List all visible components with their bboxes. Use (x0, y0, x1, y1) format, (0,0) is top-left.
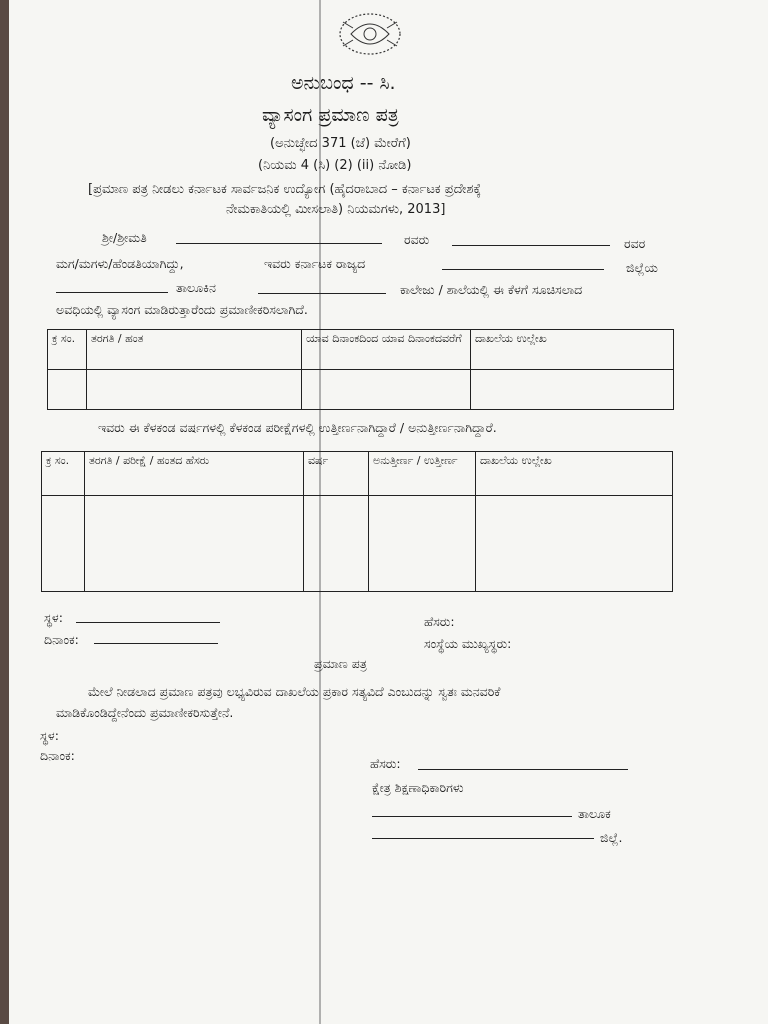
verification-line-1: ಮೇಲೆ ನೀಡಲಾದ ಪ್ರಮಾಣ ಪತ್ರವು ಲಭ್ಯವಿರುವ ದಾಖಲೆಯ ಪ್ರಕಾರ ಸತ್ಯವಿದೆ ಎಂಬುದನ್ನು ಸ್ವತಃ ಮನವರಿಕೆ (88, 684, 501, 699)
exam-result-table (41, 451, 673, 592)
table2-header-serial: ಕ್ರ ಸಂ. (42, 452, 85, 496)
officer-name-blank (418, 769, 628, 770)
table1-row (48, 370, 674, 410)
talukina-label: ತಾಲೂಕಿನ (176, 280, 216, 295)
place-blank (76, 622, 220, 623)
article-reference: (ಅನುಚ್ಛೇದ 371 (ಜೆ) ಮೇರೆಗೆ) (270, 136, 411, 151)
ravaru-label: ರವರು (404, 232, 430, 247)
officer-date-label: ದಿನಾಂಕ: (40, 748, 75, 763)
parent-name-blank (452, 245, 610, 246)
place-label: ಸ್ಥಳ: (44, 610, 63, 625)
certificate-title: ವ್ಯಾಸಂಗ ಪ್ರಮಾಣ ಪತ್ರ (262, 104, 399, 126)
officer-district-blank (372, 838, 594, 839)
table2-row (42, 496, 673, 592)
rule-reference: (ನಿಯಮ 4 (ಸಿ) (2) (ii) ನೋಡಿ) (258, 158, 412, 173)
rules-line-2: ನೇಮಕಾತಿಯಲ್ಲಿ ಮೀಸಲಾತಿ) ನಿಯಮಗಳು, 2013] (226, 202, 446, 217)
table1-header-dates: ಯಾವ ದಿನಾಂಕದಿಂದ ಯಾವ ದಿನಾಂಕದವರೆಗೆ (302, 330, 471, 370)
annexure-title: ಅನುಬಂಧ -- ಸಿ. (291, 72, 396, 94)
officer-place-label: ಸ್ಥಳ: (40, 728, 59, 743)
jilleya-label: ಜಿಲ್ಲೆಯ (626, 260, 658, 275)
college-blank (258, 293, 386, 294)
study-period-table (47, 329, 674, 410)
table2-header-record: ದಾಖಲೆಯ ಉಲ್ಲೇಖ (476, 452, 673, 496)
verification-line-2: ಮಾಡಿಕೊಂಡಿದ್ದೇನೆಂದು ಪ್ರಮಾಣೀಕರಿಸುತ್ತೇನೆ. (56, 705, 234, 720)
officer-district-label: ಜಿಲ್ಲೆ. (600, 830, 623, 845)
officer-name-label: ಹೆಸರು: (370, 756, 401, 771)
shri-label: ಶ್ರೀ/ಶ್ರೀಮತಿ (102, 230, 147, 245)
verification-title: ಪ್ರಮಾಣ ಪತ್ರ (314, 656, 367, 671)
institution-head-label: ಸಂಸ್ಥೆಯ ಮುಖ್ಯಸ್ಥರು: (424, 636, 512, 651)
table1-header-class: ತರಗತಿ / ಹಂತ (87, 330, 302, 370)
officer-title: ಕ್ಷೇತ್ರ ಶಿಕ್ಷಣಾಧಿಕಾರಿಗಳು (372, 780, 464, 795)
district-blank (442, 269, 604, 270)
name-blank (176, 243, 382, 244)
college-school-label: ಕಾಲೇಜು / ಶಾಲೆಯಲ್ಲಿ ಈ ಕೆಳಗೆ ಸೂಚಿಸಲಾದ (400, 282, 583, 297)
head-name-label: ಹೆಸರು: (424, 614, 455, 629)
ravara-label: ರವರ (624, 236, 646, 251)
officer-taluk-blank (372, 816, 572, 817)
table1-header-serial: ಕ್ರ ಸಂ. (48, 330, 87, 370)
officer-taluk-label: ತಾಲೂಕ (578, 806, 611, 821)
table2-header-year: ವರ್ಷ (304, 452, 369, 496)
table2-header-result: ಅನುತ್ತೀರ್ಣ / ಉತ್ತೀರ್ಣ (369, 452, 476, 496)
government-emblem-icon (333, 10, 407, 58)
exam-statement: ಇವರು ಈ ಕೆಳಕಂಡ ವರ್ಷಗಳಲ್ಲಿ ಕೆಳಕಂಡ ಪರೀಕ್ಷೆಗಳಲ್ಲಿ ಉತ್ತೀರ್ಣನಾಗಿದ್ದಾರೆ / ಅನುತ್ತೀರ್ಣನಾಗಿದ್ದಾರೆ. (98, 420, 497, 435)
son-daughter-label: ಮಗ/ಮಗಳು/ಹೆಂಡತಿಯಾಗಿದ್ದು, (56, 256, 184, 271)
rules-line-1: [ಪ್ರಮಾಣ ಪತ್ರ ನೀಡಲು ಕರ್ನಾಟಕ ಸಾರ್ವಜನಿಕ ಉದ್ಯೋಗ (ಹೈದರಾಬಾದ – ಕರ್ನಾಟಕ ಪ್ರದೇಶಕ್ಕೆ (88, 182, 482, 197)
table1-header-record: ದಾಖಲೆಯ ಉಲ್ಲೇಖ (471, 330, 674, 370)
scan-left-edge (0, 0, 9, 1024)
date-label: ದಿನಾಂಕ: (44, 632, 79, 647)
period-certification-text: ಅವಧಿಯಲ್ಲಿ ವ್ಯಾಸಂಗ ಮಾಡಿರುತ್ತಾರೆಂದು ಪ್ರಮಾಣೀಕರಿಸಲಾಗಿದೆ. (56, 302, 308, 317)
karnataka-state-label: ಇವರು ಕರ್ನಾಟಕ ರಾಜ್ಯದ (264, 256, 366, 271)
date-blank (94, 643, 218, 644)
table2-header-exam: ತರಗತಿ / ಪರೀಕ್ಷೆ / ಹಂತದ ಹೆಸರು (85, 452, 304, 496)
taluk-blank (56, 292, 168, 293)
